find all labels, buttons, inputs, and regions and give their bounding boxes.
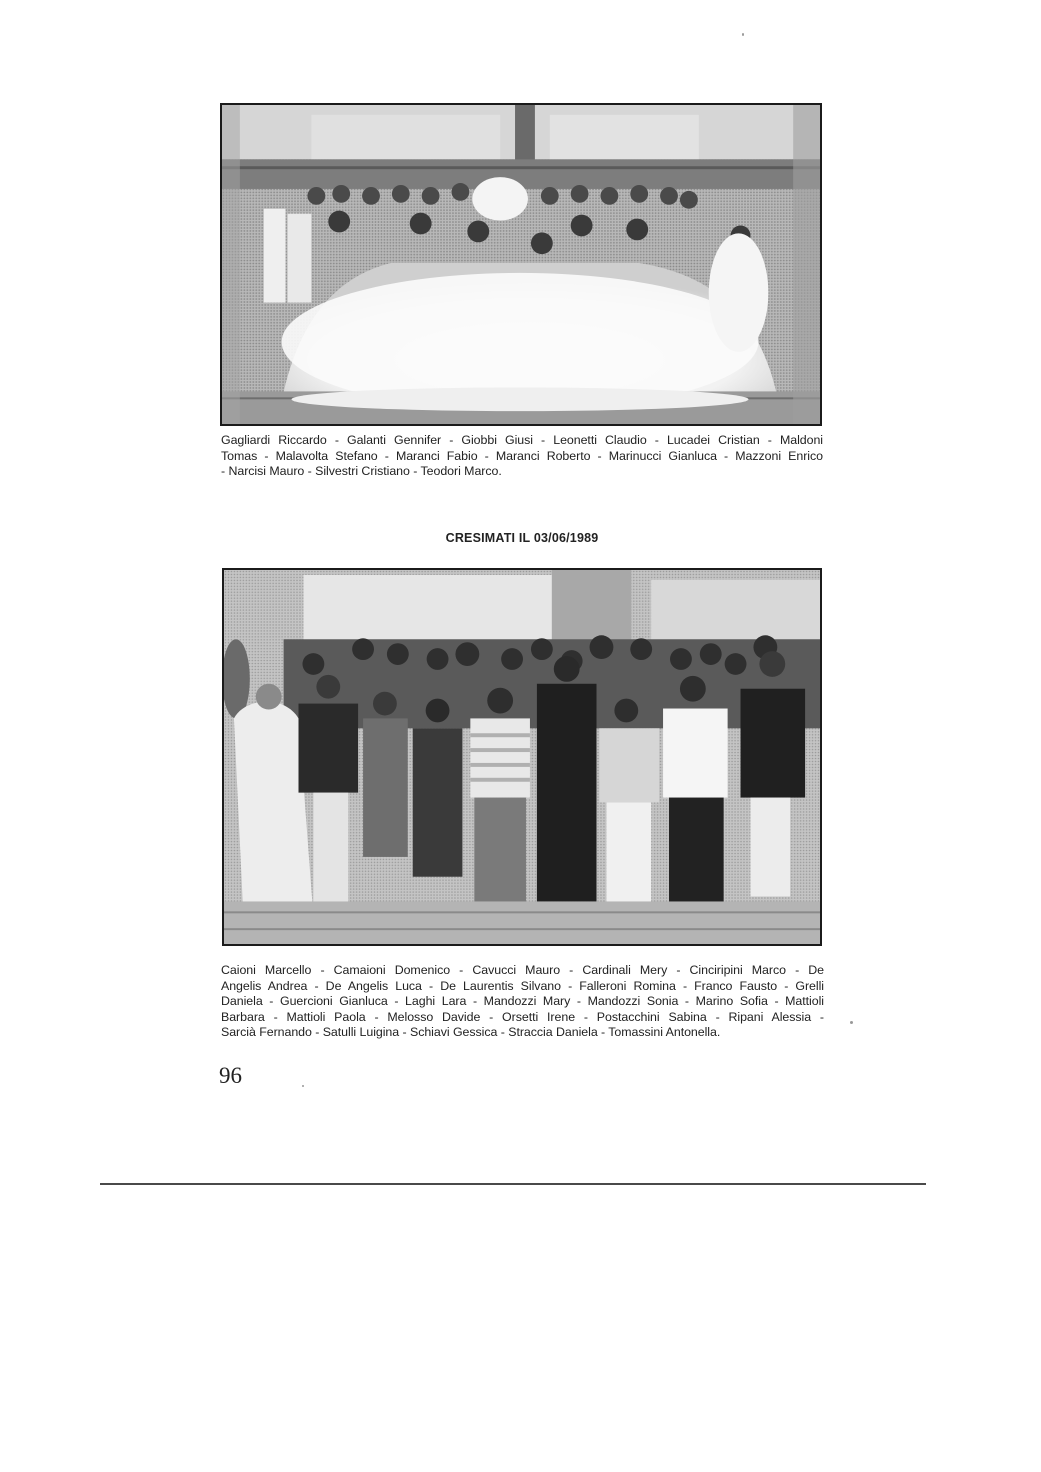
caption-line: Caioni Marcello - Camaioni Domenico - Cavucci Mauro - Cardinali Mery - Cinciripini Marco - De <box>221 963 824 977</box>
caption-line: Barbara - Mattioli Paola - Melosso Davide - Orsetti Irene - Postacchini Sabina - Ripani Alessia - <box>221 1009 824 1024</box>
scan-speck <box>850 1021 853 1024</box>
caption-line: Angelis Andrea - De Angelis Luca - De Laurentis Silvano - Falleroni Romina - Franco Fausto - Grelli <box>221 978 824 993</box>
scan-speck <box>742 33 744 36</box>
section-heading: CRESIMATI IL 03/06/1989 <box>445 531 599 545</box>
scan-speck <box>302 1085 304 1087</box>
page-number: 96 <box>219 1063 242 1088</box>
confirmation-group-photo-image <box>224 570 820 944</box>
caption-line: Daniela - Guercioni Gianluca - Laghi Lara - Mandozzi Mary - Mandozzi Sonia - Marino Sofia - Mattioli <box>221 994 824 1009</box>
caption-line: - Narcisi Mauro - Silvestri Cristiano - Teodori Marco. <box>221 464 502 479</box>
communion-names-caption <box>221 433 823 480</box>
confirmation-group-photo <box>222 568 822 946</box>
confirmation-names-caption <box>221 963 824 1041</box>
communion-group-photo <box>220 103 822 426</box>
footer-divider <box>100 1183 926 1185</box>
caption-line: Sarcià Fernando - Satulli Luigina - Schiavi Gessica - Straccia Daniela - Tomassini Antonella. <box>221 1025 721 1040</box>
caption-line: Gagliardi Riccardo - Galanti Gennifer - Giobbi Giusi - Leonetti Claudio - Lucadei Cristian - Maldoni <box>221 433 823 447</box>
caption-line: Tomas - Malavolta Stefano - Maranci Fabio - Maranci Roberto - Marinucci Gianluca - Mazzoni Enrico <box>221 448 823 463</box>
communion-group-photo-image <box>222 105 820 424</box>
